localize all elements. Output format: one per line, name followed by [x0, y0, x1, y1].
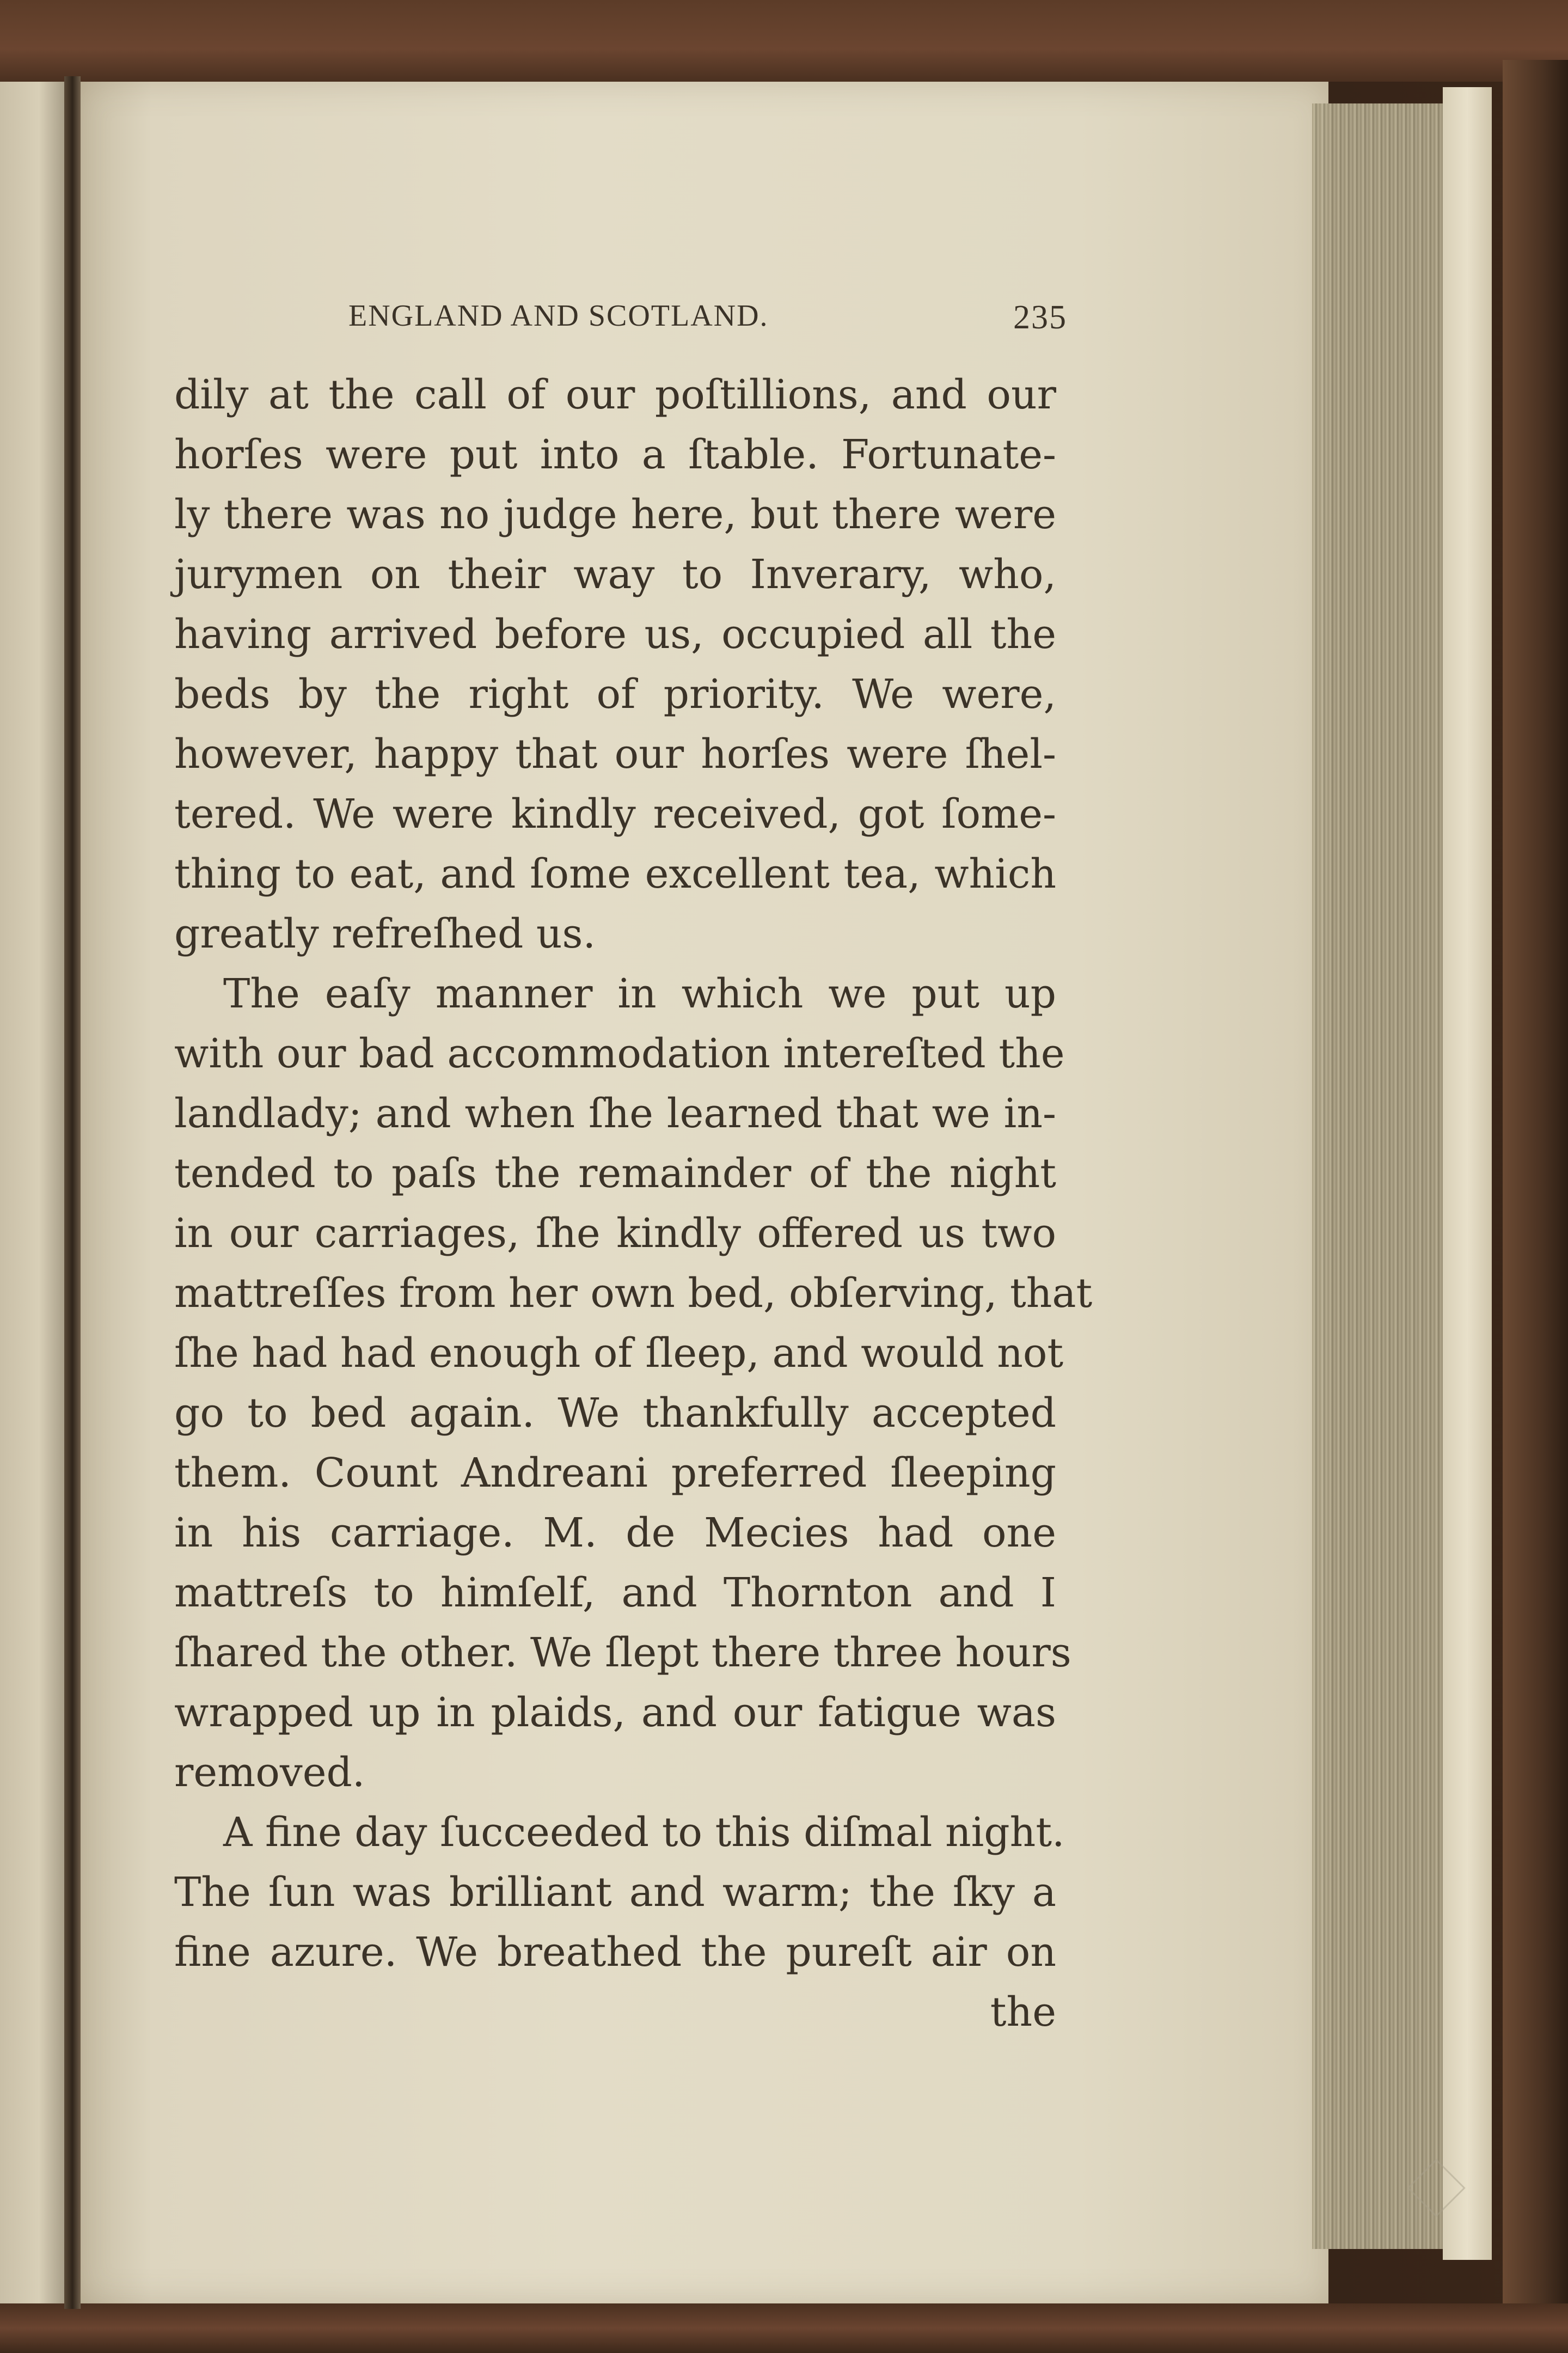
page-fore-edge-outer — [1443, 87, 1492, 2260]
leather-cover-bottom — [0, 2303, 1568, 2353]
text-line: ſhared the other. We ſlept there three hours — [174, 1629, 1071, 1676]
text-line: ſhe had had enough of ſleep, and would not — [174, 1330, 1064, 1377]
text-line: however, happy that our horſes were ſhel- — [174, 731, 1056, 778]
text-line: go to bed again. We thankfully accepted — [174, 1390, 1056, 1437]
text-line: landlady; and when ſhe learned that we in- — [174, 1090, 1056, 1137]
text-line: dily at the call of our poſtillions, and our — [174, 371, 1056, 418]
text-line: tended to paſs the remainder of the night — [174, 1150, 1056, 1197]
text-line: The eaſy manner in which we put up — [223, 970, 1056, 1017]
running-head — [348, 298, 1067, 347]
text-line: with our bad accommodation intereſted the — [174, 1030, 1065, 1077]
text-line: mattreſs to himſelf, and Thornton and I — [174, 1569, 1056, 1616]
leather-cover-right — [1503, 60, 1568, 2320]
leather-cover-top — [0, 0, 1568, 82]
book-gutter — [64, 76, 81, 2309]
text-line: jurymen on their way to Inverary, who, — [174, 551, 1056, 598]
catchword: the — [990, 1989, 1056, 2036]
text-line: removed. — [174, 1749, 365, 1796]
text-line: having arrived before us, occupied all the — [174, 611, 1056, 658]
text-line: mattreſſes from her own bed, obſerving, that — [174, 1270, 1093, 1317]
running-head-title: ENGLAND AND SCOTLAND. — [348, 299, 769, 333]
facing-page-edge — [0, 82, 71, 2303]
text-line: horſes were put into a ſtable. Fortunate- — [174, 431, 1056, 478]
text-line: greatly refreſhed us. — [174, 910, 596, 957]
text-line: fine azure. We breathed the pureſt air on — [174, 1929, 1056, 1976]
page-fore-edge — [1312, 103, 1443, 2249]
text-line: A fine day ſucceeded to this diſmal night. — [223, 1809, 1065, 1856]
text-line: The ſun was brilliant and warm; the ſky a — [174, 1869, 1056, 1916]
text-line: thing to eat, and ſome excellent tea, which — [174, 851, 1056, 897]
text-line: ly there was no judge here, but there were — [174, 491, 1056, 538]
text-line: beds by the right of priority. We were, — [174, 671, 1056, 718]
text-line: wrapped up in plaids, and our fatigue was — [174, 1689, 1056, 1736]
text-line: tered. We were kindly received, got ſome- — [174, 791, 1056, 838]
text-line: them. Count Andreani preferred ſleeping — [174, 1450, 1056, 1496]
text-line: in his carriage. M. de Mecies had one — [174, 1509, 1056, 1556]
text-line: in our carriages, ſhe kindly offered us two — [174, 1210, 1056, 1257]
page-number: 235 — [1013, 299, 1067, 336]
